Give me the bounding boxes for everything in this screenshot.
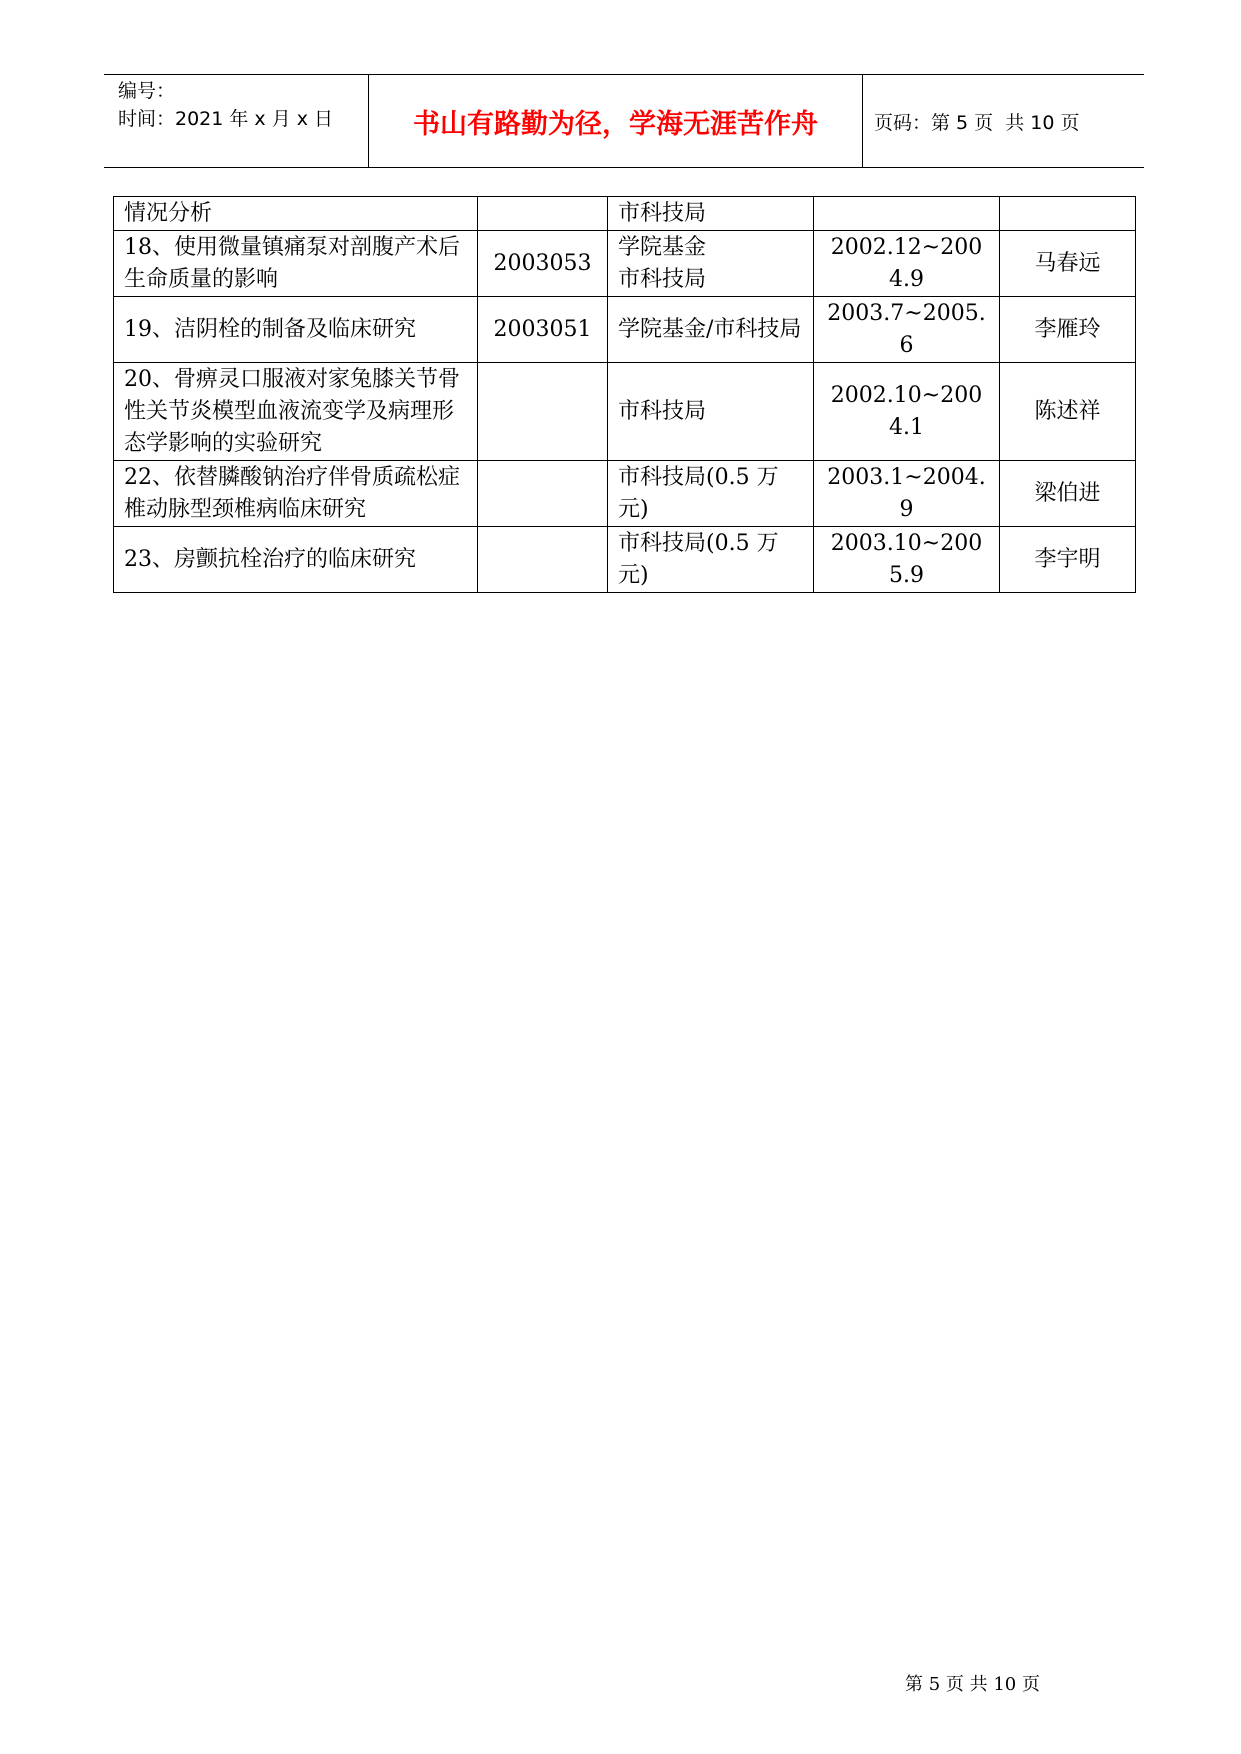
project-period: 2003.7~2005.6 — [814, 297, 1000, 363]
research-projects-table — [113, 196, 1136, 593]
project-title: 18、使用微量镇痛泵对剖腹产术后生命质量的影响 — [114, 231, 478, 297]
table-row — [114, 527, 1136, 593]
project-person: 梁伯进 — [1000, 461, 1136, 527]
table-row — [114, 297, 1136, 363]
project-period: 2002.12~2004.9 — [814, 231, 1000, 297]
table-row — [114, 363, 1136, 461]
project-period — [814, 197, 1000, 231]
footer-page-number: 第 5 页 共 10 页 — [905, 1674, 1040, 1695]
project-code — [478, 461, 608, 527]
header-meta — [118, 77, 368, 133]
project-code: 2003053 — [478, 231, 608, 297]
page-footer — [0, 1670, 1241, 1700]
project-title: 19、洁阴栓的制备及临床研究 — [114, 297, 478, 363]
project-person — [1000, 197, 1136, 231]
project-title: 22、依替膦酸钠治疗伴骨质疏松症椎动脉型颈椎病临床研究 — [114, 461, 478, 527]
project-person: 陈述祥 — [1000, 363, 1136, 461]
table-row — [114, 231, 1136, 297]
project-funding: 市科技局(0.5 万元) — [608, 461, 814, 527]
table-row — [114, 197, 1136, 231]
project-person: 李宇明 — [1000, 527, 1136, 593]
project-title: 20、骨痹灵口服液对家兔膝关节骨性关节炎模型血液流变学及病理形态学影响的实验研究 — [114, 363, 478, 461]
project-funding-line: 学院基金 — [618, 234, 707, 260]
project-funding: 市科技局 — [608, 197, 814, 231]
project-title: 23、房颤抗栓治疗的临床研究 — [114, 527, 478, 593]
header-page-info: 页码：第 5 页 共 10 页 — [874, 111, 1080, 134]
project-code — [478, 363, 608, 461]
project-funding-line: 市科技局 — [618, 266, 707, 292]
project-code — [478, 197, 608, 231]
project-title: 情况分析 — [114, 197, 478, 231]
table-row — [114, 461, 1136, 527]
document-number-label: 编号： — [118, 80, 176, 102]
project-funding: 市科技局 — [608, 363, 814, 461]
project-person: 李雁玲 — [1000, 297, 1136, 363]
header-motto: 书山有路勤为径，学海无涯苦作舟 — [368, 75, 863, 167]
project-funding — [608, 231, 814, 297]
project-code: 2003051 — [478, 297, 608, 363]
project-period: 2002.10~2004.1 — [814, 363, 1000, 461]
project-period: 2003.1~2004.9 — [814, 461, 1000, 527]
project-code — [478, 527, 608, 593]
document-date: 时间：2021 年 x 月 x 日 — [118, 108, 334, 130]
project-period: 2003.10~2005.9 — [814, 527, 1000, 593]
project-funding: 学院基金/市科技局 — [608, 297, 814, 363]
page-header — [104, 74, 1144, 168]
project-funding: 市科技局(0.5 万元) — [608, 527, 814, 593]
project-person: 马春远 — [1000, 231, 1136, 297]
